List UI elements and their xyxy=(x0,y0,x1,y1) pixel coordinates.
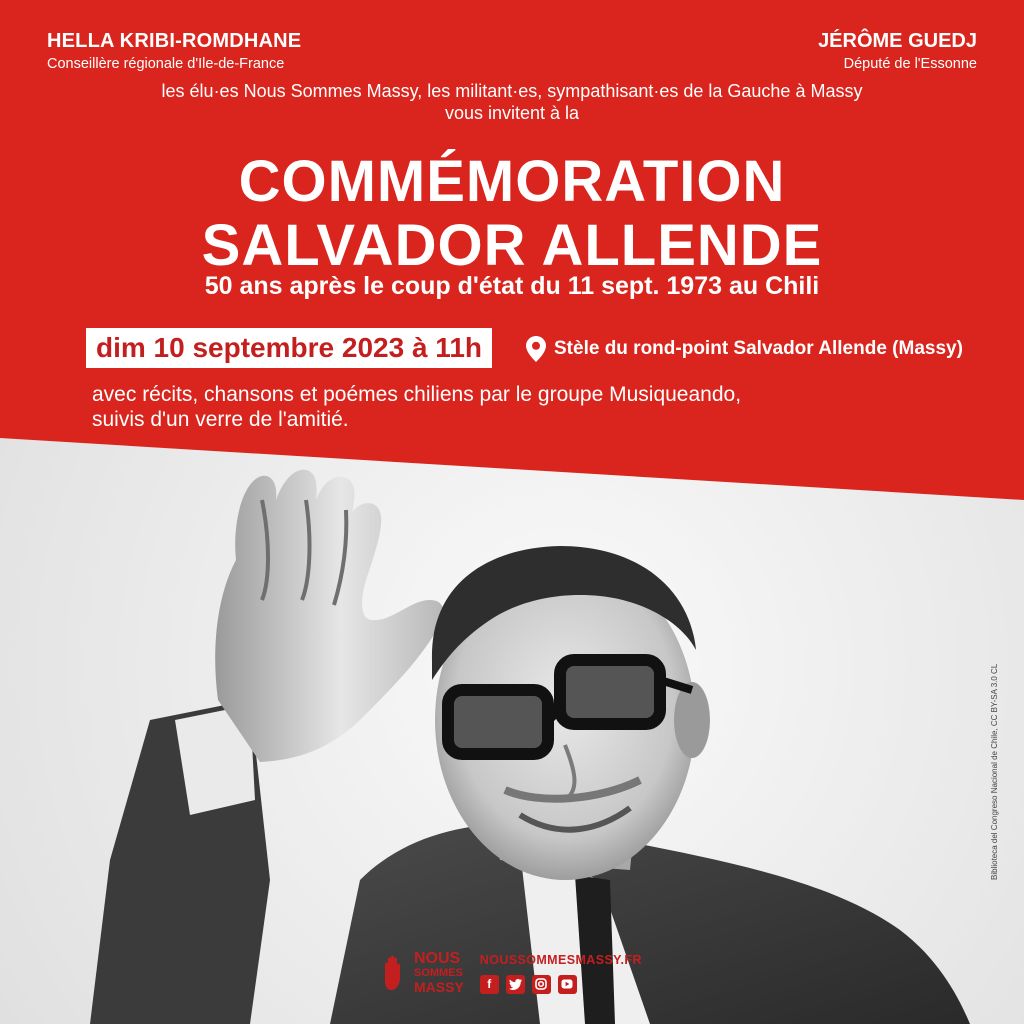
intro-line-2: vous invitent à la xyxy=(444,103,580,123)
right-official-name: JÉRÔME GUEDJ xyxy=(818,30,977,52)
twitter-icon[interactable] xyxy=(506,975,525,994)
map-pin-icon xyxy=(526,336,546,362)
event-title-line-1: COMMÉMORATION xyxy=(238,149,786,214)
footer-branding xyxy=(380,952,642,994)
logo-text xyxy=(414,952,464,994)
facebook-icon[interactable]: f xyxy=(480,975,499,994)
logo-line-3: MASSY xyxy=(414,979,464,995)
invitation-intro xyxy=(0,80,1024,124)
event-location xyxy=(526,334,963,364)
event-subtitle: 50 ans après le coup d'état du 11 sept. 1973 au Chili xyxy=(204,272,820,300)
social-links xyxy=(480,975,642,994)
instagram-icon[interactable] xyxy=(532,975,551,994)
location-label: Stèle du rond-point Salvador Allende (Massy) xyxy=(554,338,963,359)
description-line-2: suivis d'un verre de l'amitié. xyxy=(92,408,349,431)
logo-line-1: NOUS xyxy=(414,950,461,967)
event-description xyxy=(92,382,912,432)
website-link[interactable]: NOUSSOMMESMASSY.FR xyxy=(479,952,642,967)
logo-line-2: SOMMES xyxy=(414,967,463,979)
intro-line-1: les élu·es Nous Sommes Massy, les militant·es, sympathisant·es de la Gauche à Massy xyxy=(161,81,863,101)
photo-credit: Biblioteca del Congreso Nacional de Chile, CC BY-SA 3.0 CL xyxy=(990,663,999,880)
youtube-icon[interactable] xyxy=(558,975,577,994)
event-date-badge: dim 10 septembre 2023 à 11h xyxy=(86,328,492,368)
raised-hand-icon xyxy=(380,954,410,992)
footer-links xyxy=(480,953,642,994)
description-line-1: avec récits, chansons et poémes chiliens par le groupe Musiqueando, xyxy=(92,383,742,406)
left-official-role: Conseillère régionale d'Ile-de-France xyxy=(47,56,285,72)
right-official-role: Député de l'Essonne xyxy=(843,56,977,72)
left-official-name: HELLA KRIBI-ROMDHANE xyxy=(47,30,302,52)
event-title-line-2: SALVADOR ALLENDE xyxy=(201,213,823,278)
